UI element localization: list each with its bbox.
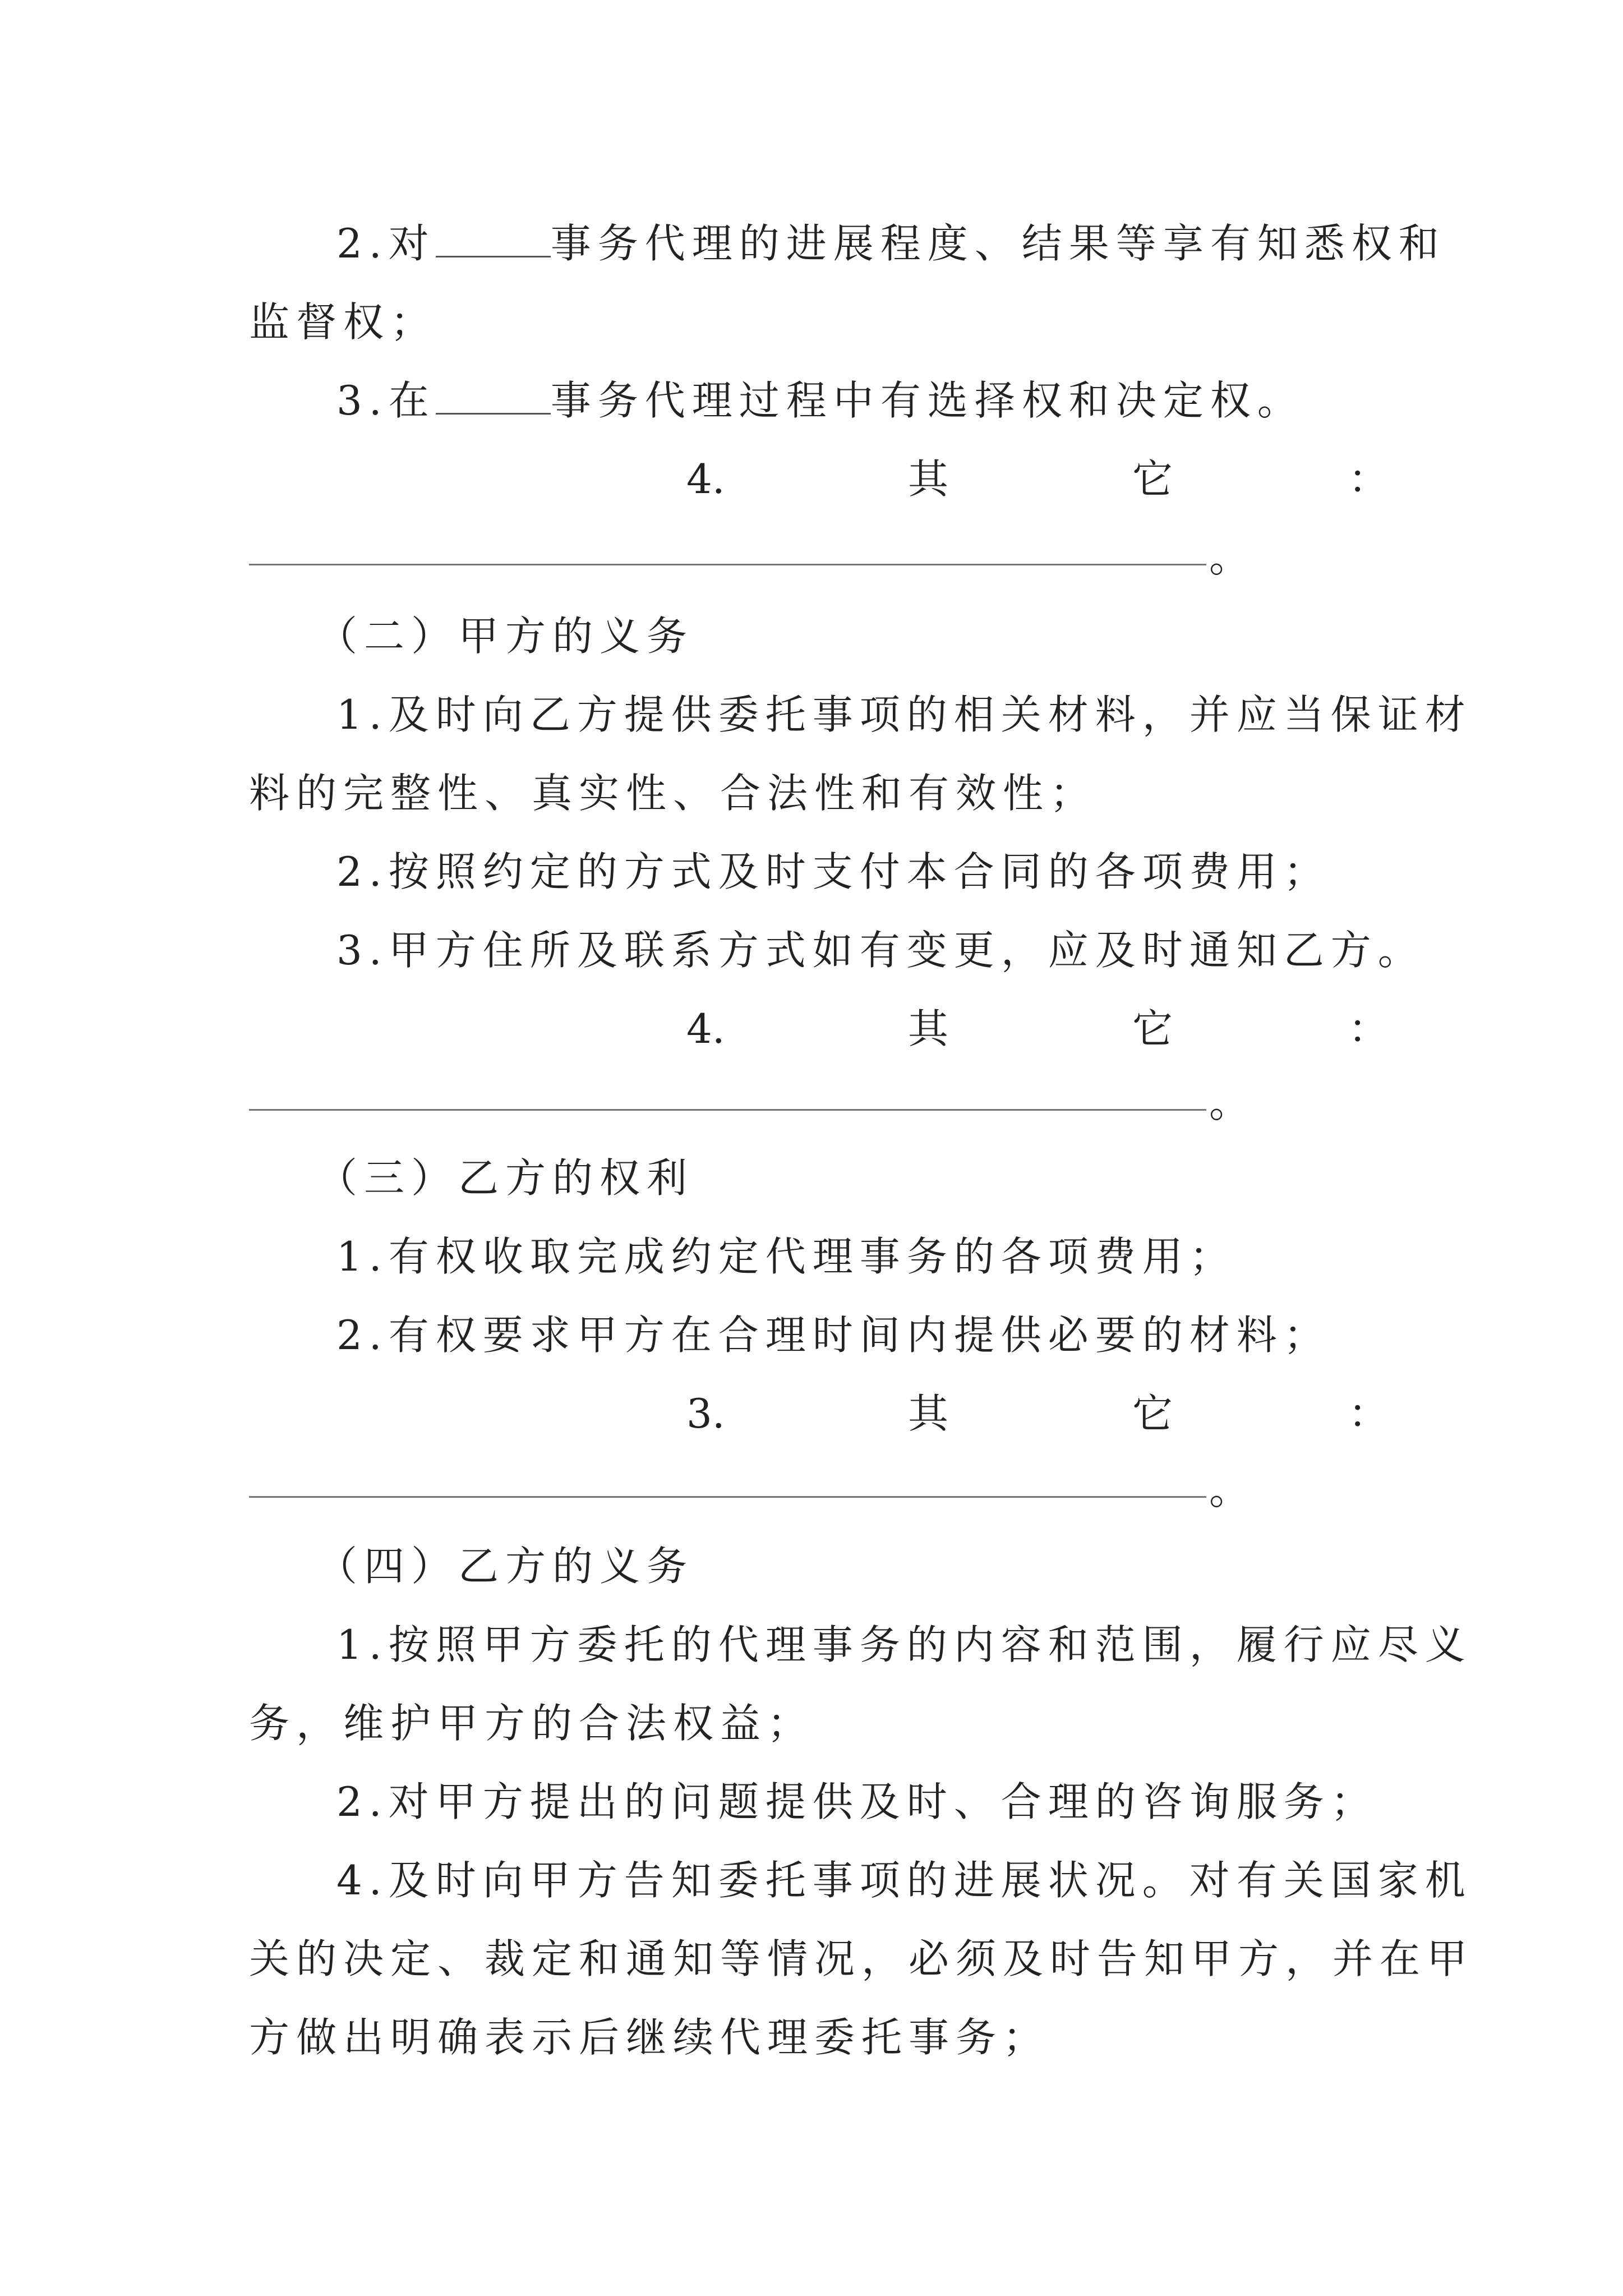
clause-3-1: 1.有权收取完成约定代理事务的各项费用； [336,1233,1237,1280]
clause-4-4-cont2: 方做出明确表示后继续代理委托事务； [249,2014,1050,2061]
clause-4-1: 1.按照甲方委托的代理事务的内容和范围，履行应尽义 [336,1621,1472,1668]
clause-1-4-fill[interactable]: 。 [249,518,1387,597]
clause-3-2: 2.有权要求甲方在合理时间内提供必要的材料； [336,1312,1331,1359]
clause-3-3-label: 3. 其 它 ： [686,1390,1389,1437]
clause-1-3: 3.在 事务代理过程中有选择权和决定权。 [336,377,1304,424]
blank-field[interactable] [436,377,551,415]
clause-4-4-cont: 关的决定、裁定和通知等情况，必须及时告知甲方，并在甲 [249,1935,1474,1982]
section-2-heading: （二）甲方的义务 [317,613,694,660]
blank-field[interactable] [436,220,551,257]
clause-1-4-label: 4. 其 它 ： [686,455,1389,503]
clause-3-3-fill[interactable]: 。 [249,1451,1387,1529]
clause-2-4-fill[interactable]: 。 [249,1064,1387,1142]
clause-1-2-cont: 监督权； [249,298,438,346]
clause-2-3: 3.甲方住所及联系方式如有变更，应及时通知乙方。 [336,927,1425,974]
clause-2-2: 2.按照约定的方式及时支付本合同的各项费用； [336,848,1331,895]
fill-rule [249,564,1206,565]
fill-rule [249,1496,1206,1498]
clause-4-2: 2.对甲方提出的问题提供及时、合理的咨询服务； [336,1778,1378,1825]
clause-2-4-label: 4. 其 它 ： [686,1005,1389,1052]
clause-2-1: 1.及时向乙方提供委托事项的相关材料，并应当保证材 [336,691,1472,738]
section-4-heading: （四）乙方的义务 [317,1543,694,1590]
section-3-heading: （三）乙方的权利 [317,1154,694,1202]
clause-2-1-cont: 料的完整性、真实性、合法性和有效性； [249,770,1098,817]
clause-1-2: 2.对 事务代理的进展程度、结果等享有知悉权和 [336,220,1446,267]
clause-4-4: 4.及时向甲方告知委托事项的进展状况。对有关国家机 [336,1857,1472,1904]
fill-rule [249,1109,1206,1111]
clause-4-1-cont: 务，维护甲方的合法权益； [249,1700,815,1747]
